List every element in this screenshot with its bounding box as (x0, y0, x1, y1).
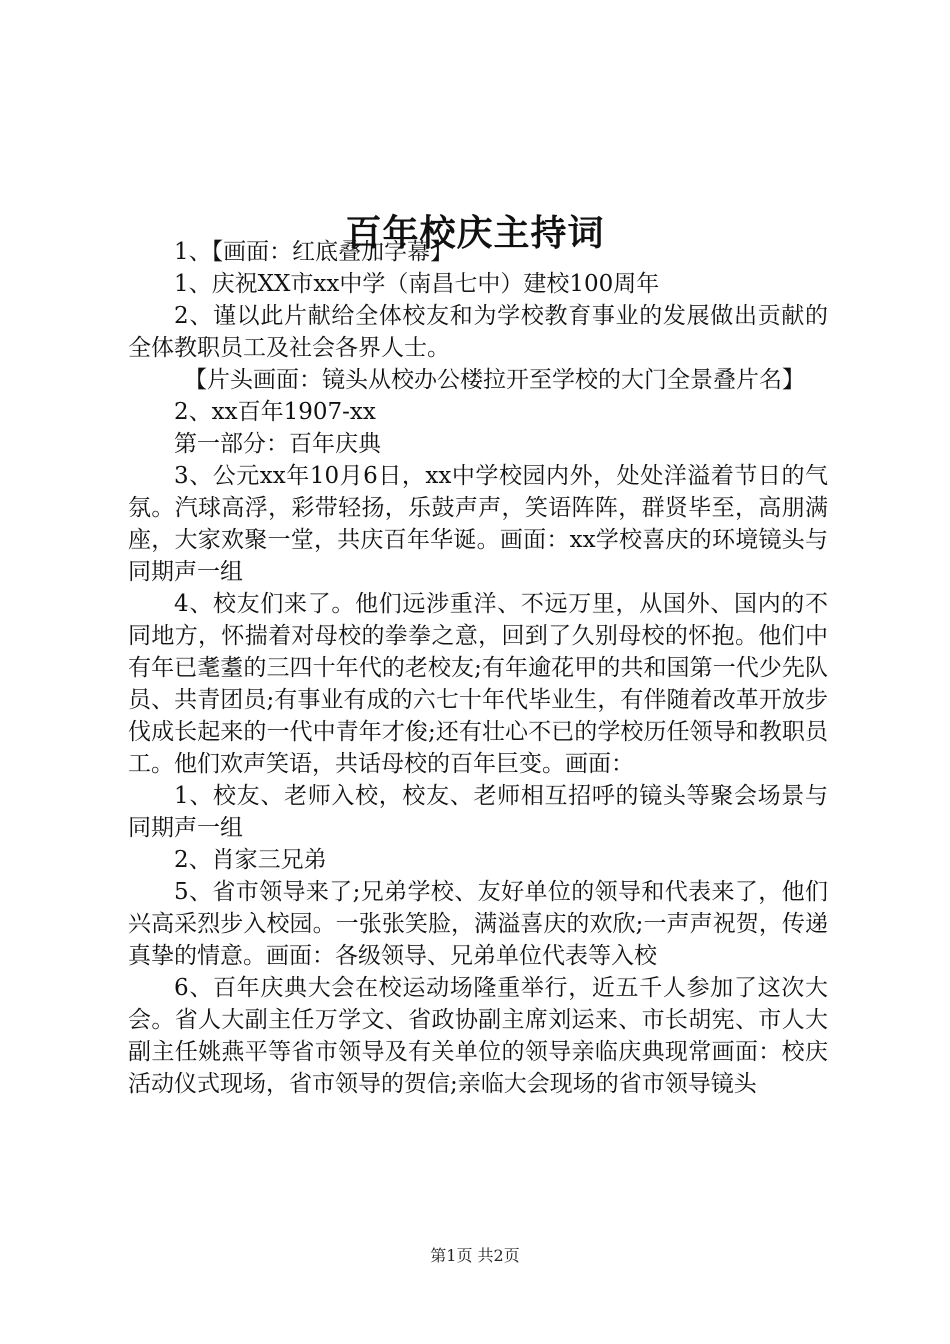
document-title: 百年校庆主持词 (345, 212, 605, 255)
page-number-footer: 第1页 共2页 (430, 1246, 520, 1265)
paragraph: 6、百年庆典大会在校运动场隆重举行，近五千人参加了这次大会。省人大副主任万学文、省政协副主席刘运来、市长胡宪、市人大副主任姚燕平等省市领导及有关单位的领导亲临庆典现常画面：校庆活动仪式现场，省市领导的贺信;亲临大会现场的省市领导镜头 (128, 975, 828, 1097)
paragraph: 【片头画面：镜头从校办公楼拉开至学校的大门全景叠片名】 (184, 367, 805, 393)
paragraph: 1、庆祝XX市xx中学（南昌七中）建校100周年 (174, 271, 660, 297)
paragraph: 3、公元xx年10月6日，xx中学校园内外，处处洋溢着节日的气氛。汽球高浮，彩带轻扬，乐鼓声声，笑语阵阵，群贤毕至，高朋满座，大家欢聚一堂，共庆百年华诞。画面：xx学校喜庆的环境镜头与同期声一组 (128, 463, 828, 585)
document-body (128, 236, 828, 1100)
paragraph: 2、肖家三兄弟 (174, 847, 327, 873)
paragraph: 1、校友、老师入校，校友、老师相互招呼的镜头等聚会场景与同期声一组 (128, 783, 828, 841)
paragraph: 2、谨以此片献给全体校友和为学校教育事业的发展做出贡献的全体教职员工及社会各界人士。 (128, 303, 828, 361)
paragraph: 5、省市领导来了;兄弟学校、友好单位的领导和代表来了，他们兴高采烈步入校园。一张张笑脸，满溢喜庆的欢欣;一声声祝贺，传递真挚的情意。画面：各级领导、兄弟单位代表等入校 (128, 879, 828, 969)
paragraph: 第一部分：百年庆典 (174, 431, 381, 457)
paragraph: 1、【画面：红底叠加字幕】 (174, 239, 454, 265)
paragraph: 4、校友们来了。他们远涉重洋、不远万里，从国外、国内的不同地方，怀揣着对母校的拳拳之意，回到了久别母校的怀抱。他们中有年已耄耋的三四十年代的老校友;有年逾花甲的共和国第一代少先队员、共青团员;有事业有成的六七十年代毕业生，有伴随着改革开放步伐成长起来的一代中青年才俊;还有壮心不已的学校历任领导和教职员工。他们欢声笑语，共话母校的百年巨变。画面： (128, 591, 828, 777)
paragraph: 2、xx百年1907-xx (174, 399, 376, 425)
